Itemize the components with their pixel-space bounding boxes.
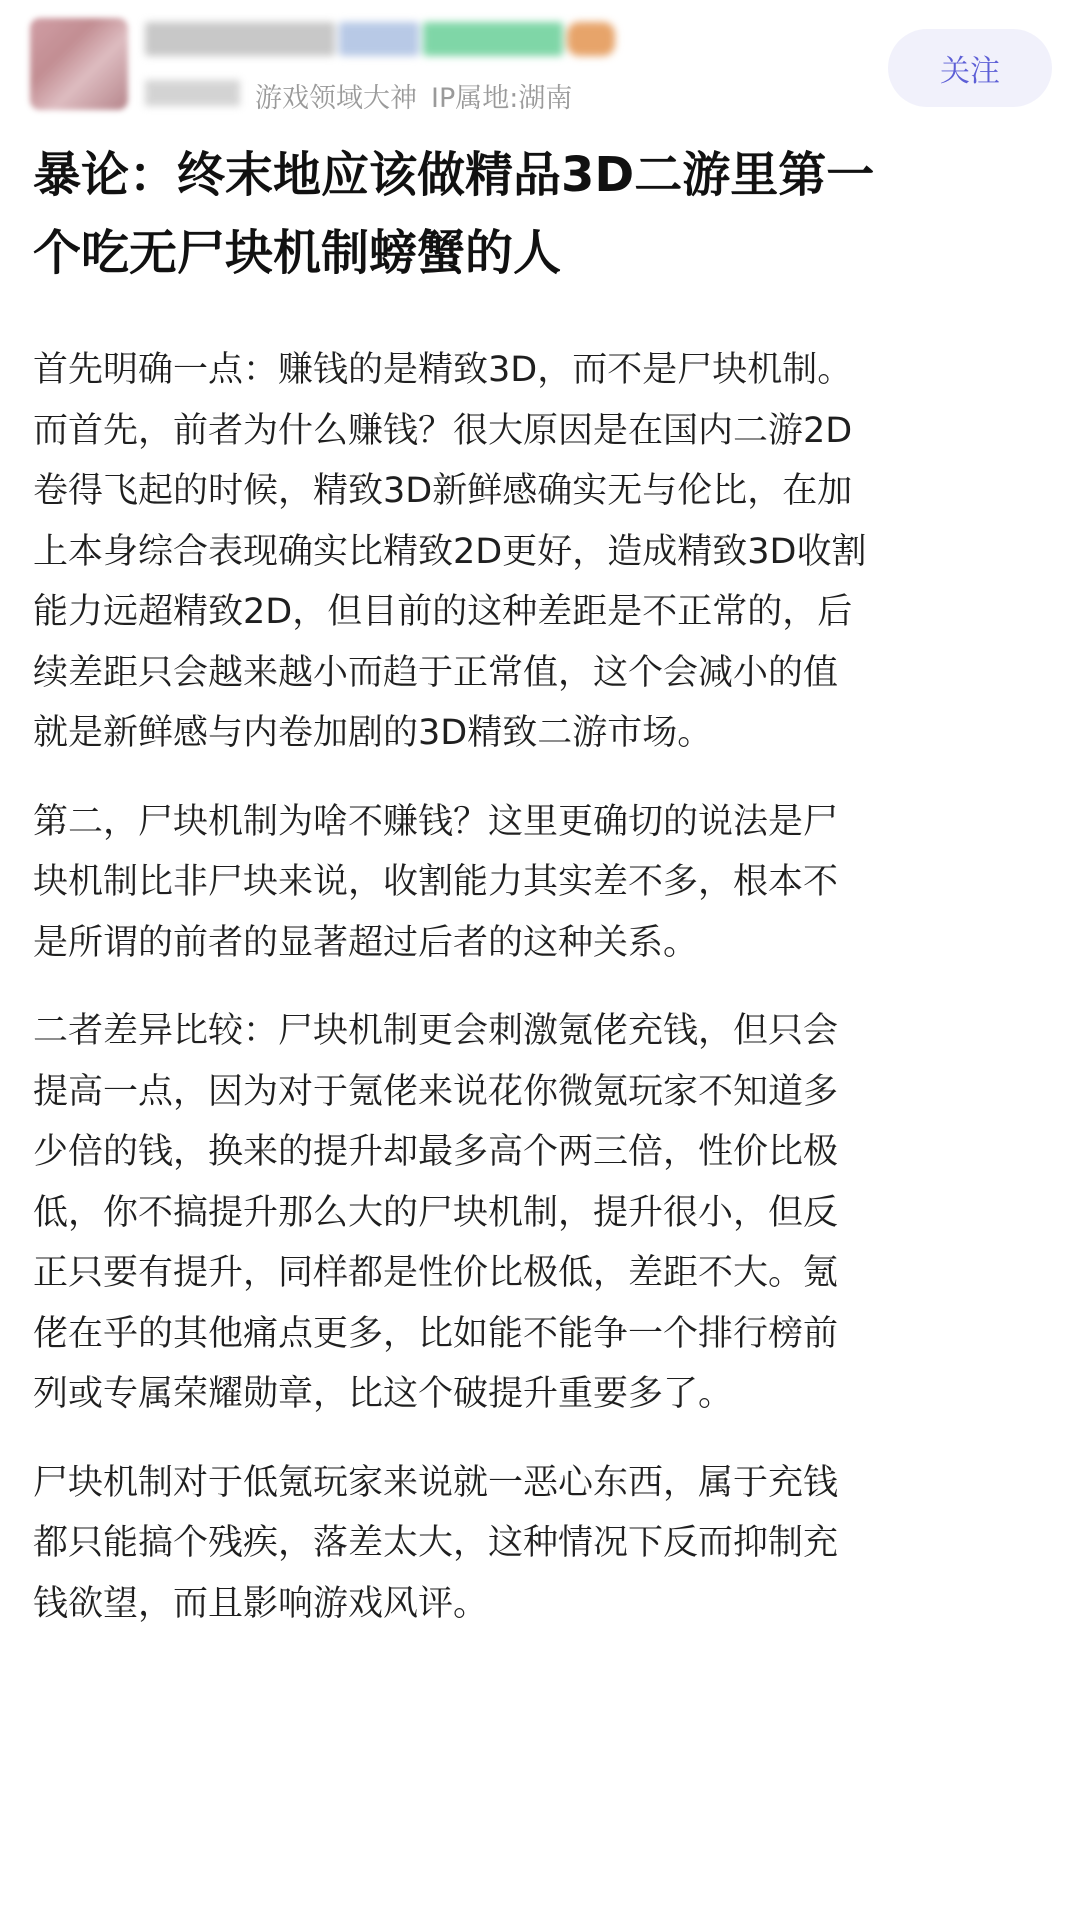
post-title — [33, 136, 1043, 292]
text-line: 而首先，前者为什么赚钱？很大原因是在国内二游2D — [33, 410, 853, 451]
text-line: 钱欲望，而且影响游戏风评。 — [33, 1583, 489, 1624]
text-line: 少倍的钱，换来的提升却最多高个两三倍，性价比极 — [33, 1132, 839, 1172]
text-line: 能力远超精致2D，但目前的这种差距是不正常的，后 — [33, 592, 853, 632]
paragraph — [33, 1453, 1053, 1635]
post-header — [0, 0, 1080, 118]
paragraph — [33, 340, 1053, 764]
text-line: 正只要有提升，同样都是性价比极低，差距不大。氪 — [33, 1253, 839, 1293]
post-title-line: 暴论：终末地应该做精品3D二游里第一 — [33, 147, 875, 203]
paragraph — [33, 792, 1053, 974]
ip-location: IP属地:湖南 — [431, 83, 573, 114]
paragraph — [33, 1001, 1053, 1425]
text-line: 续差距只会越来越小而趋于正常值，这个会减小的值 — [33, 652, 839, 693]
user-title: 游戏领域大神 — [255, 83, 417, 114]
text-line: 上本身综合表现确实比精致2D更好，造成精致3D收割 — [33, 531, 867, 572]
blurred-username[interactable] — [145, 18, 615, 60]
avatar[interactable] — [30, 18, 128, 110]
user-meta — [255, 76, 572, 115]
text-line: 都只能搞个残疾，落差太大，这种情况下反而抑制充 — [33, 1523, 839, 1563]
text-line: 尸块机制对于低氪玩家来说就一恶心东西，属于充钱 — [33, 1462, 839, 1503]
text-line: 就是新鲜感与内卷加剧的3D精致二游市场。 — [33, 713, 713, 753]
blurred-badge — [145, 80, 240, 106]
text-line: 提高一点，因为对于氪佬来说花你微氪玩家不知道多 — [33, 1071, 839, 1112]
text-line: 第二，尸块机制为啥不赚钱？这里更确切的说法是尸 — [33, 801, 839, 842]
text-line: 低，你不搞提升那么大的尸块机制，提升很小，但反 — [33, 1192, 839, 1233]
text-line: 块机制比非尸块来说，收割能力其实差不多，根本不 — [33, 862, 839, 902]
follow-button[interactable]: 关注 — [888, 29, 1052, 107]
post-body — [33, 340, 1053, 1662]
text-line: 是所谓的前者的显著超过后者的这种关系。 — [33, 922, 699, 963]
text-line: 卷得飞起的时候，精致3D新鲜感确实无与伦比，在加 — [33, 471, 853, 511]
text-line: 佬在乎的其他痛点更多，比如能不能争一个排行榜前 — [33, 1313, 839, 1354]
text-line: 列或专属荣耀勋章，比这个破提升重要多了。 — [33, 1374, 734, 1414]
post-title-line: 个吃无尸块机制螃蟹的人 — [33, 225, 562, 281]
text-line: 二者差异比较：尸块机制更会刺激氪佬充钱，但只会 — [33, 1011, 839, 1051]
text-line: 首先明确一点：赚钱的是精致3D，而不是尸块机制。 — [33, 350, 853, 390]
